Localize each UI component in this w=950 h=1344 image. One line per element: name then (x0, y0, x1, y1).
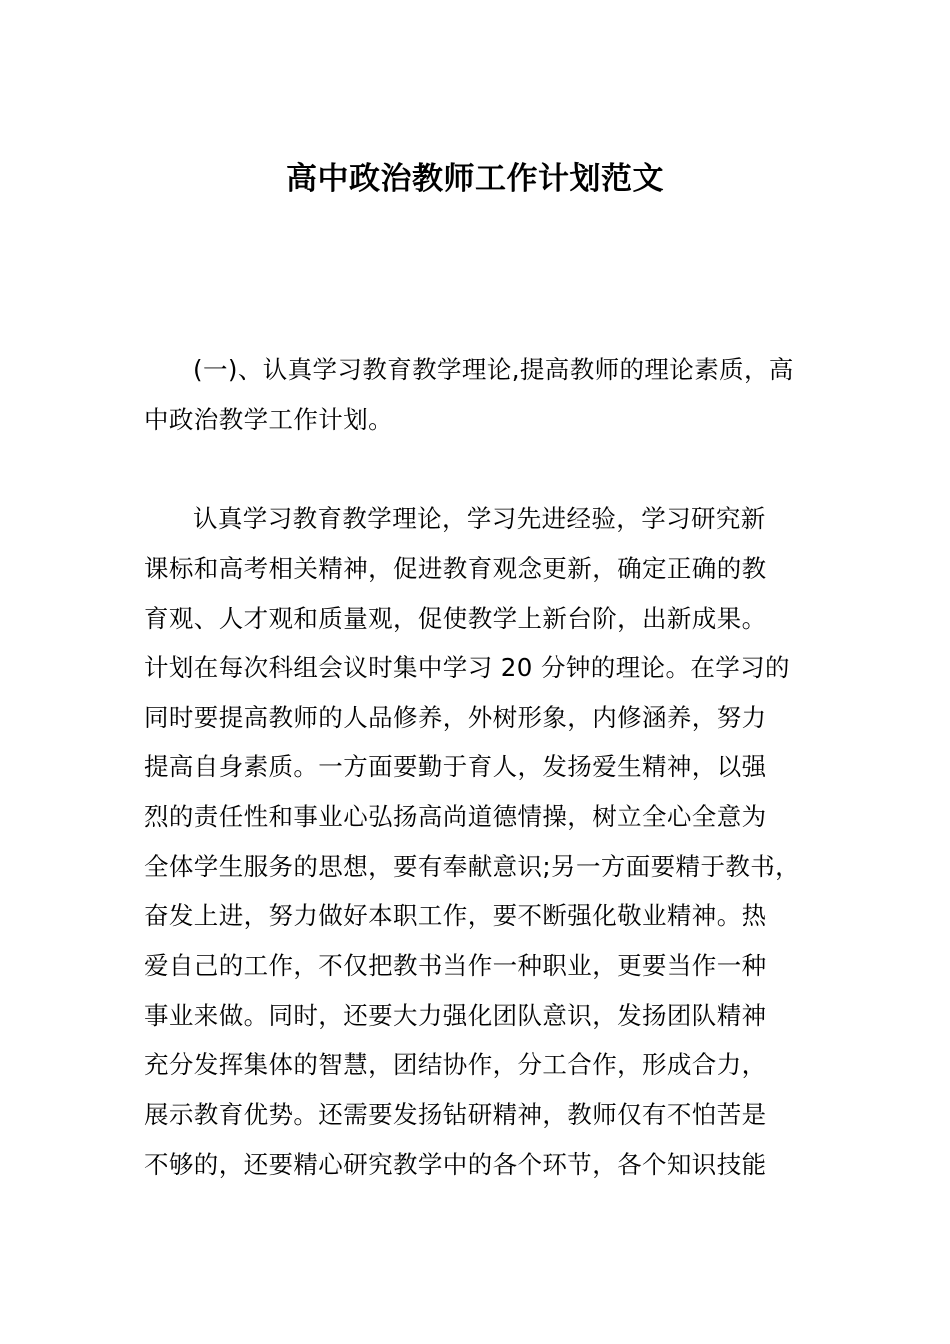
paragraph-2-line-9: 奋发上进，努力做好本职工作，要不断强化敬业精神。热 (144, 901, 767, 930)
paragraph-2-line-14: 不够的，还要精心研究教学中的各个环节，各个知识技能 (144, 1150, 767, 1179)
paragraph-2-line-5: 同时要提高教师的人品修养，外树形象，内修涵养，努力 (144, 703, 767, 732)
paragraph-2-line-7: 烈的责任性和事业心弘扬高尚道德情操，树立全心全意为 (144, 802, 767, 831)
paragraph-1-line-1: (一)、认真学习教育教学理论,提高教师的理论素质，高 (193, 355, 794, 384)
paragraph-2-line-1: 认真学习教育教学理论，学习先进经验，学习研究新 (193, 504, 766, 533)
paragraph-2-line-2: 课标和高考相关精神，促进教育观念更新，确定正确的教 (144, 554, 767, 583)
document-title: 高中政治教师工作计划范文 (286, 161, 664, 197)
paragraph-2-line-10: 爱自己的工作，不仅把教书当作一种职业，更要当作一种 (144, 951, 767, 980)
paragraph-2-line-11: 事业来做。同时，还要大力强化团队意识，发扬团队精神 (144, 1001, 767, 1030)
paragraph-2-line-12: 充分发挥集体的智慧，团结协作，分工合作，形成合力， (144, 1050, 767, 1079)
paragraph-2-line-4: 计划在每次科组会议时集中学习 20 分钟的理论。在学习的 (144, 653, 790, 682)
paragraph-1-line-2: 中政治教学工作计划。 (144, 405, 393, 434)
paragraph-2-line-3: 育观、人才观和质量观，促使教学上新台阶，出新成果。 (144, 604, 767, 633)
paragraph-2-line-8: 全体学生服务的思想，要有奉献意识;另一方面要精于教书， (144, 852, 801, 881)
paragraph-2-line-13: 展示教育优势。还需要发扬钻研精神，教师仅有不怕苦是 (144, 1100, 767, 1129)
paragraph-2-line-6: 提高自身素质。一方面要勤于育人，发扬爱生精神，以强 (144, 752, 767, 781)
